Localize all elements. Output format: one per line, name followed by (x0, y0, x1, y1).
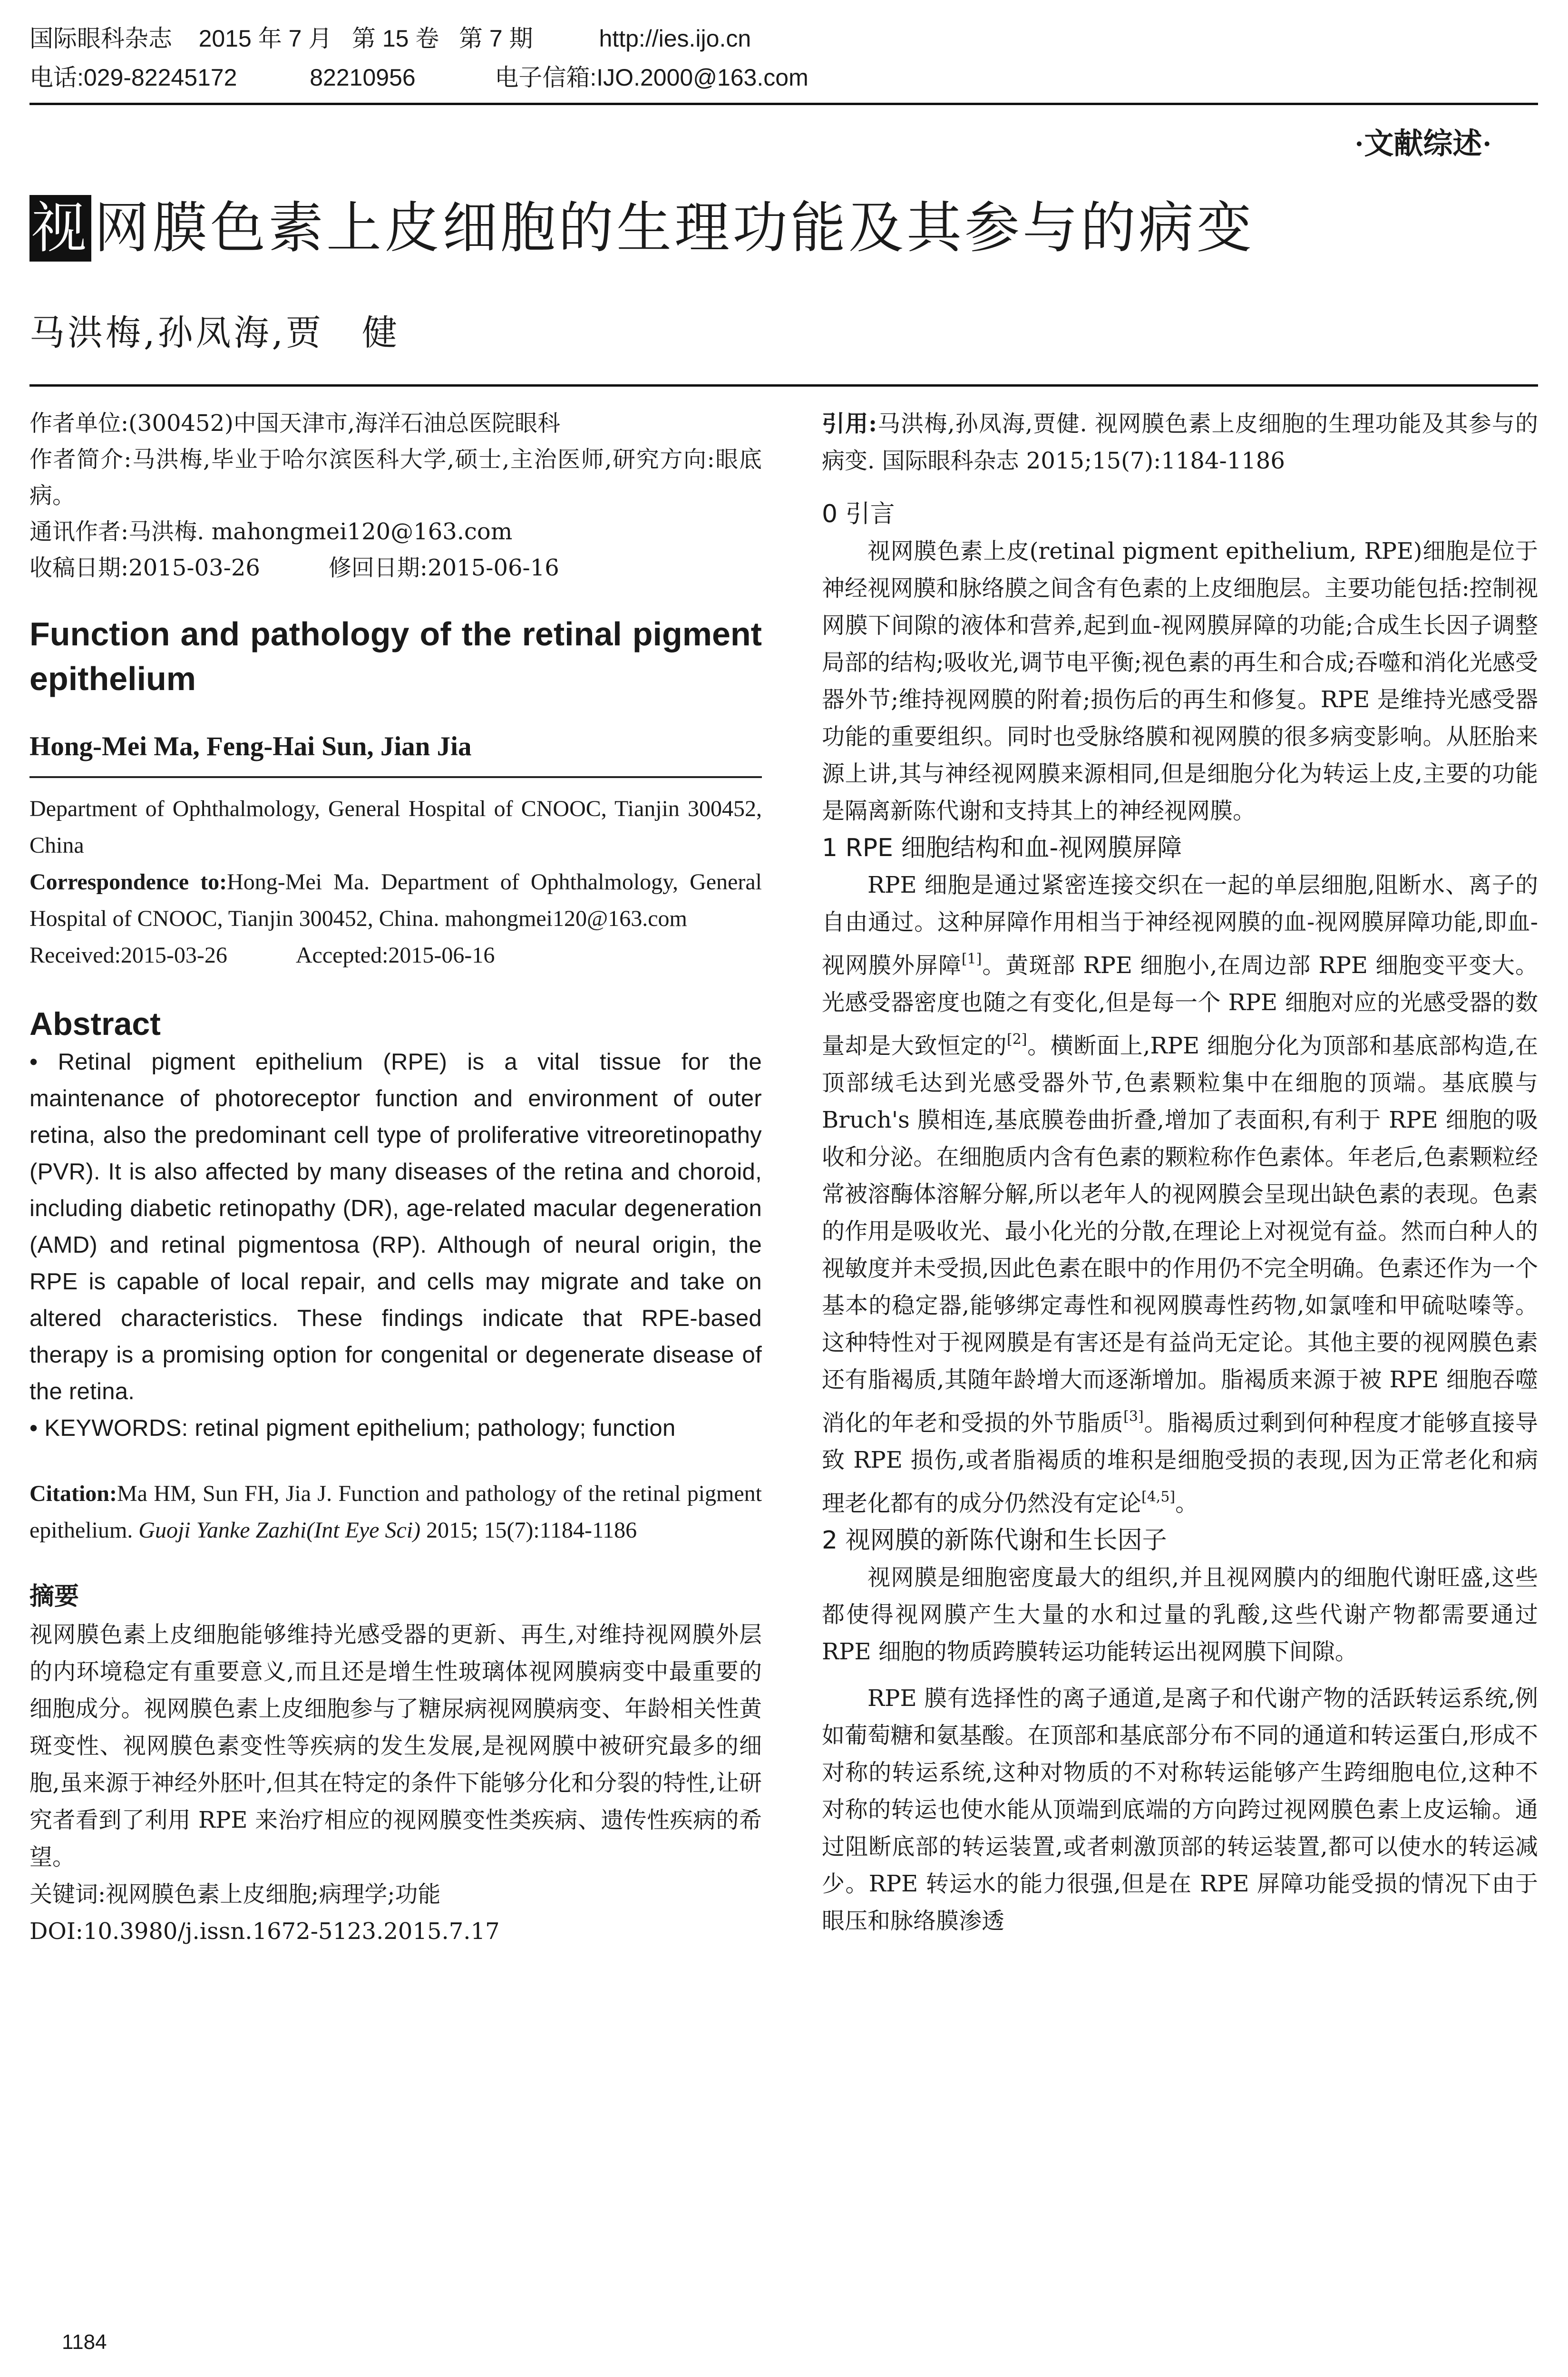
section-1-text-c: 。横断面上,RPE 细胞分化为顶部和基底部构造,在顶部绒毛达到光感受器外节,色素颗粒集中在细胞的顶端。基底膜与 Bruch's 膜相连,基底膜卷曲折叠,增加了表面积,有利于 RPE 细胞的吸收和分泌。在细胞质内含有色素的颗粒称作色素体。年老后,色素颗粒经常被溶酶体溶解分解,所以老年人的视网膜会呈现出缺色素的表现。色素的作用是吸收光、最小化光的分散,在理论上对视觉有益。然而白种人的视敏度并未受损,因此色素在眼中的作用仍不完全明确。色素还作为一个基本的稳定器,能够绑定毒性和视网膜毒性药物,如氯喹和甲硫哒嗪等。这种特性对于视网膜是有害还是有益尚无定论。其他主要的视网膜色素还有脂褐质,其随年龄增大而逐渐增加。脂褐质来源于被 RPE 细胞吞噬消化的年老和受损的外节脂质 (822, 1033, 1538, 1436)
section-1-heading: 1 RPE 细胞结构和血-视网膜屏障 (822, 834, 1182, 862)
section-tag: ·文献综述· (1354, 128, 1492, 160)
author-affiliation: 作者单位:(300452)中国天津市,海洋石油总医院眼科 (29, 410, 561, 437)
chinese-abstract-text: 视网膜色素上皮细胞能够维持光感受器的更新、再生,对维持视网膜外层的内环境稳定有重要意义,而且还是增生性玻璃体视网膜病变中最重要的细胞成分。视网膜色素上皮细胞参与了糖尿病视网膜病变、年龄相关性黄斑变性、视网膜色素变性等疾病的发生发展,是视网膜中被研究最多的细胞,虽来源于神经外胚叶,但其在特定的条件下能够分化和分裂的特性,让研究者看到了利用 RPE 来治疗相应的视网膜变性类疾病、遗传性疾病的希望。 (29, 1621, 762, 1870)
section-1-paragraph (822, 867, 1538, 1522)
reference-2: [2] (1007, 1031, 1027, 1048)
section-2-paragraph-1: 视网膜是细胞密度最大的组织,并且视网膜内的细胞代谢旺盛,这些都使得视网膜产生大量的水和过量的乳酸,这些代谢产物都需要通过 RPE 细胞的物质跨膜转运功能转运出视网膜下间隙。 (822, 1564, 1538, 1665)
running-header-line2: 电话:029-82245172 82210956 电子信箱:IJO.2000@163.com (29, 64, 808, 91)
received-dates-cn: 收稿日期:2015-03-26 修回日期:2015-06-16 (29, 555, 559, 581)
citation-text-2: 2015; 15(7):1184-1186 (420, 1518, 637, 1543)
section-1-text-d: 。脂褐质过剩到何种程度才能够直接导致 RPE 损伤,或者脂褐质的堆积是细胞受损的表现,因为正常老化和病理老化都有的成分仍然没有定论 (822, 1410, 1538, 1517)
section-1-text-a: RPE 细胞是通过紧密连接交织在一起的单层细胞,阻断水、离子的自由通过。这种屏障作用相当于神经视网膜的血-视网膜屏障功能,即血-视网膜外屏障 (822, 872, 1538, 979)
reference-3: [3] (1123, 1408, 1144, 1425)
section-2-paragraph-2: RPE 膜有选择性的离子通道,是离子和代谢产物的活跃转运系统,例如葡萄糖和氨基酸。在顶部和基底部分布不同的通道和转运蛋白,形成不对称的转运系统,这种对物质的不对称转运能够产生跨细胞电位,这种不对称的转运也使水能从顶端到底端的方向跨过视网膜色素上皮运输。通过阻断底部的转运装置,或者刺激顶部的转运装置,都可以使水的转运减少。RPE 转运水的能力很强,但是在 RPE 屏障功能受损的情况下由于眼压和脉络膜渗透 (822, 1685, 1538, 1934)
header-rule (29, 103, 1538, 105)
reference-4-5: [4,5] (1141, 1489, 1176, 1505)
citation-journal: Guoji Yanke Zazhi(Int Eye Sci) (138, 1518, 421, 1543)
chinese-citation-label: 引用: (822, 410, 877, 437)
section-1-text-e: 。 (1175, 1490, 1198, 1517)
section-1-text-b: 。黄斑部 RPE 细胞小,在周边部 RPE 细胞变平变大。光感受器密度也随之有变化,但是每一个 RPE 细胞对应的光感受器的数量却是大致恒定的 (822, 952, 1538, 1059)
title-drop-character: 视 (29, 195, 91, 262)
section-0-heading: 0 引言 (822, 500, 895, 528)
running-header-line1: 国际眼科杂志 2015 年 7 月 第 15 卷 第 7 期 http://ies.ijo.cn (29, 25, 751, 52)
citation-label: Citation: (29, 1481, 117, 1506)
corresponding-author: 通讯作者:马洪梅. mahongmei120@163.com (29, 518, 513, 545)
abstract-text: • Retinal pigment epithelium (RPE) is a vital tissue for the maintenance of photoreceptor function and environment of outer retina, also the predominant cell type of proliferative vitreoretinopathy (PVR). It is also affected by many diseases of the retina and choroid, including diabetic retinopathy (DR), age-related macular degeneration (AMD) and retinal pigmentosa (RP). Although of neural origin, the RPE is capable of local repair, and cells may migrate and take on altered characteristics. These findings indicate that RPE-based therapy is a promising option for congenital or degenerate disease of the retina. (29, 1049, 762, 1404)
citation (29, 1475, 762, 1549)
title-text: 网膜色素上皮细胞的生理功能及其参与的病变 (94, 196, 1255, 260)
left-column (29, 405, 762, 1950)
correspondence-label: Correspondence to: (29, 869, 227, 895)
page-number: 1184 (62, 2330, 107, 2354)
doi: DOI:10.3980/j.issn.1672-5123.2015.7.17 (29, 1918, 500, 1945)
citation-text-1: Ma HM, Sun FH, Jia J. Function and pathology of the retinal pigment epithelium. (29, 1481, 762, 1543)
english-affiliation: Department of Ophthalmology, General Hospital of CNOOC, Tianjin 300452, China (29, 796, 762, 858)
correspondence-text: Hong-Mei Ma. Department of Ophthalmology, General Hospital of CNOOC, Tianjin 300452, China. mahongmei120@163.com (29, 869, 762, 931)
chinese-abstract-heading: 摘要 (29, 1582, 79, 1611)
title-rule (29, 384, 1538, 387)
section-2-heading: 2 视网膜的新陈代谢和生长因子 (822, 1526, 1167, 1555)
received-accepted: Received:2015-03-26 Accepted:2015-06-16 (29, 943, 495, 968)
authors-rule (29, 776, 762, 778)
english-authors: Hong-Mei Ma, Feng-Hai Sun, Jian Jia (29, 731, 472, 761)
chinese-citation-text: 马洪梅,孙凤海,贾健. 视网膜色素上皮细胞的生理功能及其参与的病变. 国际眼科杂志 2015;15(7):1184-1186 (822, 410, 1538, 474)
chinese-citation (822, 405, 1538, 479)
right-column (822, 405, 1538, 1939)
abstract-heading: Abstract (29, 1006, 161, 1042)
chinese-keywords: 关键词:视网膜色素上皮细胞;病理学;功能 (29, 1881, 441, 1908)
english-title: Function and pathology of the retinal pigment epithelium (29, 615, 762, 697)
english-keywords: • KEYWORDS: retinal pigment epithelium; pathology; function (29, 1415, 676, 1441)
article-title (29, 195, 1255, 262)
author-bio: 作者简介:马洪梅,毕业于哈尔滨医科大学,硕士,主治医师,研究方向:眼底病。 (29, 446, 762, 509)
correspondence (29, 864, 762, 937)
section-0-paragraph: 视网膜色素上皮(retinal pigment epithelium, RPE)细胞是位于神经视网膜和脉络膜之间含有色素的上皮细胞层。主要功能包括:控制视网膜下间隙的液体和营养,起到血-视网膜屏障的功能;合成生长因子调整局部的结构;吸收光,调节电平衡;视色素的再生和合成;吞噬和消化光感受器外节;维持视网膜的附着;损伤后的再生和修复。RPE 是维持光感受器功能的重要组织。同时也受脉络膜和视网膜的很多病变影响。从胚胎来源上讲,其与神经视网膜来源相同,但是细胞分化为转运上皮,主要的功能是隔离新陈代谢和支持其上的神经视网膜。 (822, 538, 1538, 824)
authors-chinese: 马洪梅,孙凤海,贾 健 (29, 312, 400, 353)
reference-1: [1] (961, 951, 982, 967)
